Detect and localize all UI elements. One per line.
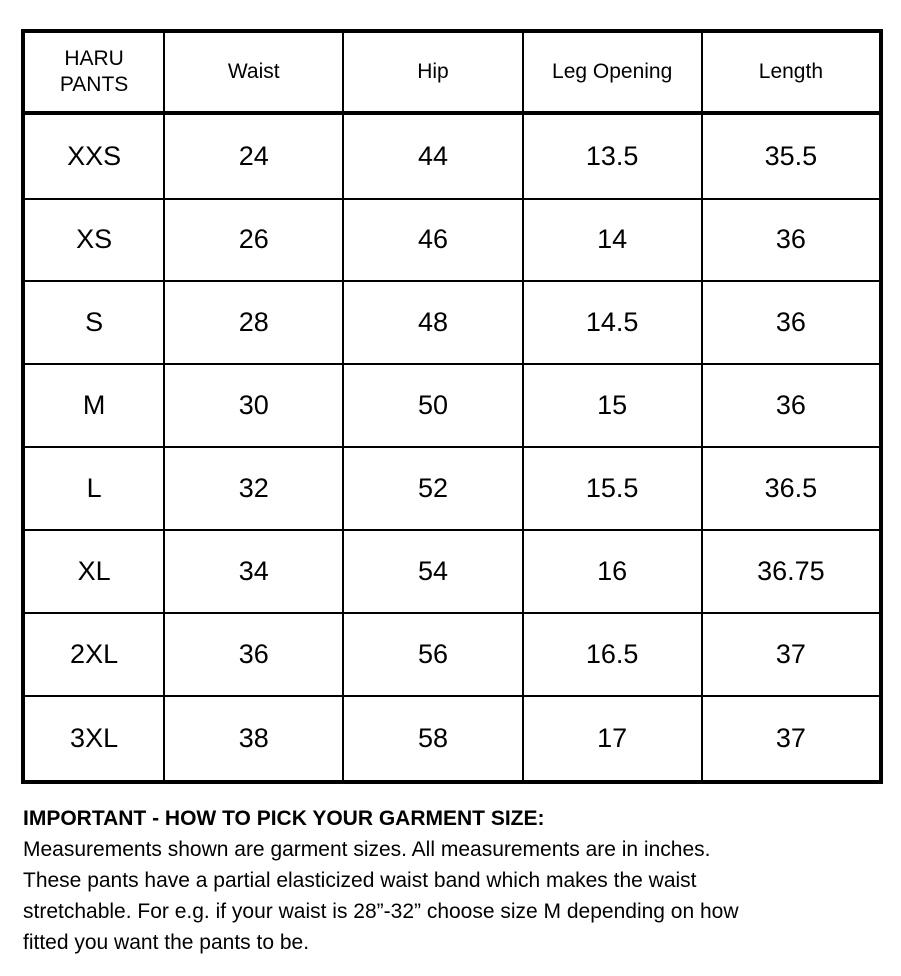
header-title-line1: HARU — [64, 47, 124, 70]
waist-cell: 36 — [164, 613, 343, 696]
table-row — [23, 530, 881, 613]
length-cell: 37 — [702, 696, 881, 782]
hip-cell: 48 — [343, 281, 522, 364]
table-row — [23, 281, 881, 364]
leg-opening-cell: 14.5 — [523, 281, 702, 364]
sizing-note — [23, 803, 883, 958]
hip-cell: 50 — [343, 364, 522, 447]
leg-opening-cell: 15 — [523, 364, 702, 447]
length-cell: 36 — [702, 281, 881, 364]
waist-cell: 30 — [164, 364, 343, 447]
header-waist: Waist — [164, 31, 343, 113]
size-cell: XS — [23, 199, 164, 282]
leg-opening-cell: 13.5 — [523, 113, 702, 199]
leg-opening-cell: 15.5 — [523, 447, 702, 530]
leg-opening-cell: 16 — [523, 530, 702, 613]
header-length: Length — [702, 31, 881, 113]
table-row — [23, 364, 881, 447]
size-cell: XXS — [23, 113, 164, 199]
sizing-note-line: Measurements shown are garment sizes. All measurements are in inches. — [23, 838, 711, 861]
table-row — [23, 696, 881, 782]
leg-opening-cell: 17 — [523, 696, 702, 782]
table-row — [23, 113, 881, 199]
hip-cell: 56 — [343, 613, 522, 696]
hip-cell: 54 — [343, 530, 522, 613]
length-cell: 35.5 — [702, 113, 881, 199]
header-title-cell — [23, 31, 164, 113]
table-row — [23, 447, 881, 530]
size-cell: M — [23, 364, 164, 447]
leg-opening-cell: 16.5 — [523, 613, 702, 696]
sizing-note-title: IMPORTANT - HOW TO PICK YOUR GARMENT SIZE: — [23, 807, 545, 830]
hip-cell: 46 — [343, 199, 522, 282]
waist-cell: 34 — [164, 530, 343, 613]
size-cell: L — [23, 447, 164, 530]
length-cell: 36.75 — [702, 530, 881, 613]
size-cell: 2XL — [23, 613, 164, 696]
sizing-note-line: stretchable. For e.g. if your waist is 28”-32” choose size M depending on how — [23, 900, 739, 923]
table-row — [23, 199, 881, 282]
waist-cell: 38 — [164, 696, 343, 782]
header-title-line2: PANTS — [59, 73, 129, 96]
waist-cell: 26 — [164, 199, 343, 282]
length-cell: 36 — [702, 199, 881, 282]
header-leg-opening: Leg Opening — [523, 31, 702, 113]
table-header-row — [23, 31, 881, 113]
length-cell: 36.5 — [702, 447, 881, 530]
size-cell: XL — [23, 530, 164, 613]
size-chart-table — [21, 29, 883, 784]
sizing-note-line: These pants have a partial elasticized waist band which makes the waist — [23, 869, 697, 892]
size-cell: 3XL — [23, 696, 164, 782]
leg-opening-cell: 14 — [523, 199, 702, 282]
sizing-note-line: fitted you want the pants to be. — [23, 931, 310, 954]
hip-cell: 58 — [343, 696, 522, 782]
size-cell: S — [23, 281, 164, 364]
waist-cell: 28 — [164, 281, 343, 364]
length-cell: 36 — [702, 364, 881, 447]
hip-cell: 52 — [343, 447, 522, 530]
header-hip: Hip — [343, 31, 522, 113]
table-row — [23, 613, 881, 696]
hip-cell: 44 — [343, 113, 522, 199]
waist-cell: 32 — [164, 447, 343, 530]
waist-cell: 24 — [164, 113, 343, 199]
length-cell: 37 — [702, 613, 881, 696]
